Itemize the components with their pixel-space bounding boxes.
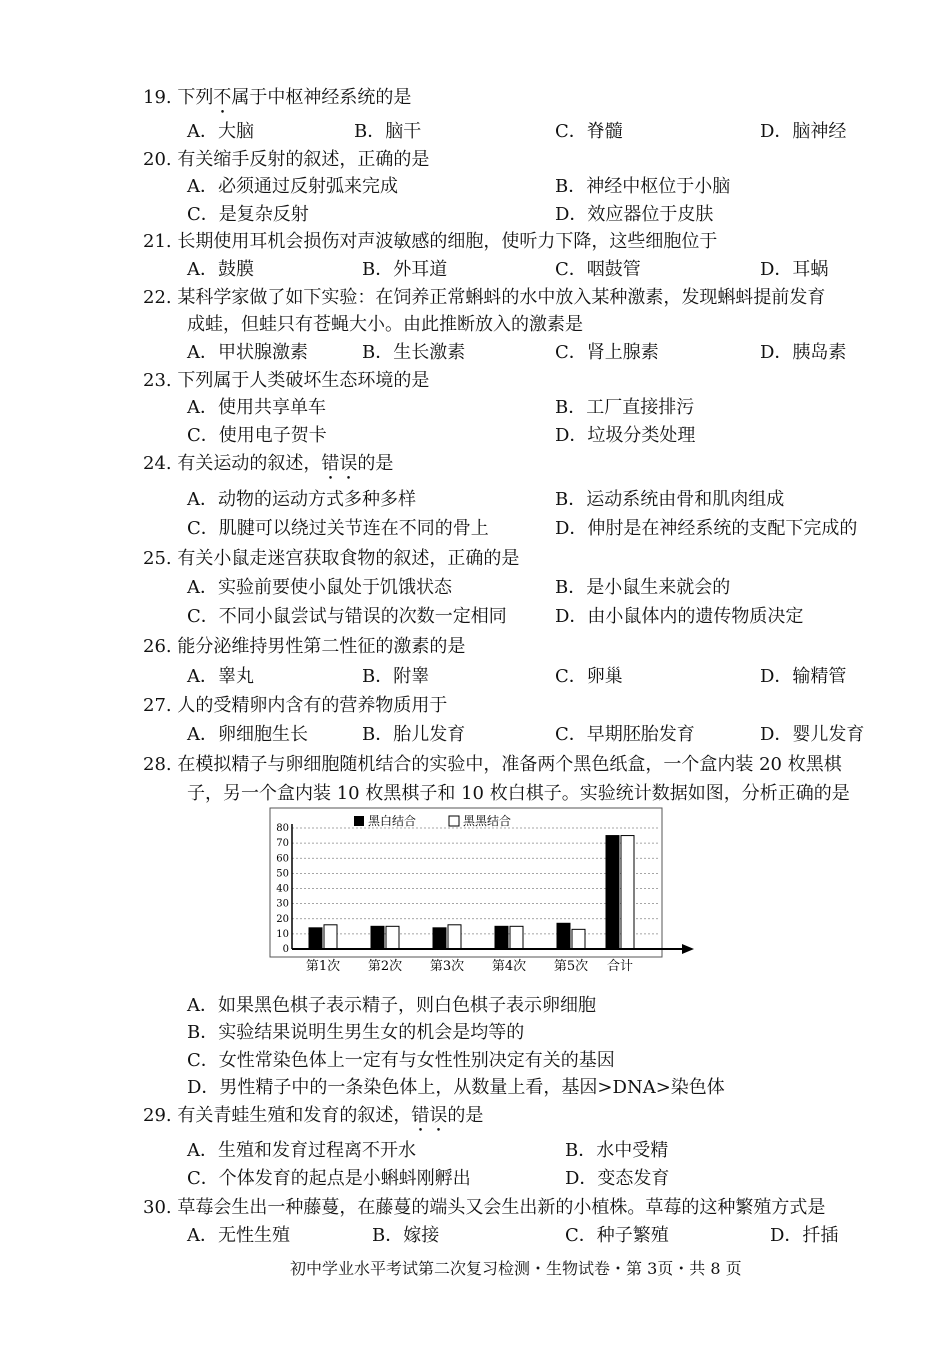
question-24-option-b: B．运动系统由骨和肌肉组成 xyxy=(555,489,785,510)
question-25-option-a: A．实验前要使小鼠处于饥饿状态 xyxy=(187,577,452,598)
question-30-option-d: D．扦插 xyxy=(770,1225,839,1246)
question-23-option-a: A．使用共享单车 xyxy=(187,397,326,418)
question-22-stem: 22. 某科学家做了如下实验：在饲养正常蝌蚪的水中放入某种激素，发现蝌蚪提前发育 xyxy=(143,287,826,308)
question-26-option-d: D．输精管 xyxy=(760,666,847,687)
question-24-option-a: A．动物的运动方式多种多样 xyxy=(187,489,416,510)
bar-black-white xyxy=(433,928,446,949)
question-27-stem: 27. 人的受精卵内含有的营养物质用于 xyxy=(143,695,448,716)
question-29-option-d: D．变态发育 xyxy=(565,1168,670,1189)
bar-black-white xyxy=(309,928,322,949)
bar-black-black xyxy=(510,926,523,949)
chart-legend xyxy=(354,813,511,828)
question-22-option-b: B．生长激素 xyxy=(362,342,466,363)
bar-chart xyxy=(268,806,708,978)
question-24-option-c: C．肌腱可以绕过关节连在不同的骨上 xyxy=(187,518,489,539)
question-30-option-a: A．无性生殖 xyxy=(187,1225,290,1246)
question-20-option-a: A．必须通过反射弧来完成 xyxy=(187,176,398,197)
x-tick-label: 第4次 xyxy=(491,959,527,974)
question-28-option-a: A．如果黑色棋子表示精子，则白色棋子表示卵细胞 xyxy=(187,995,596,1016)
x-tick-label: 第3次 xyxy=(429,959,465,974)
question-25-option-d: D．由小鼠体内的遗传物质决定 xyxy=(555,606,804,627)
question-20-option-c: C．是复杂反射 xyxy=(187,204,309,225)
question-29-option-a: A．生殖和发育过程离不开水 xyxy=(187,1140,416,1161)
y-tick-label: 10 xyxy=(276,928,289,940)
question-29-option-c: C．个体发育的起点是小蝌蚪刚孵出 xyxy=(187,1168,471,1189)
question-29-stem: 29. 有关青蛙生殖和发育的叙述，错误的是 xyxy=(143,1105,484,1126)
question-27-option-b: B．胎儿发育 xyxy=(362,724,466,745)
question-23-stem: 23. 下列属于人类破坏生态环境的是 xyxy=(143,370,430,391)
question-27-option-c: C．早期胚胎发育 xyxy=(555,724,695,745)
question-25-option-c: C．不同小鼠尝试与错误的次数一定相同 xyxy=(187,606,507,627)
bar-black-white xyxy=(557,923,570,949)
x-tick-label: 第2次 xyxy=(367,959,403,974)
x-axis-arrow xyxy=(682,944,694,954)
question-20-option-d: D．效应器位于皮肤 xyxy=(555,204,714,225)
question-19-option-d: D．脑神经 xyxy=(760,121,847,142)
y-tick-label: 50 xyxy=(276,868,289,880)
question-27-option-a: A．卵细胞生长 xyxy=(187,724,308,745)
question-26-stem: 26. 能分泌维持男性第二性征的激素的是 xyxy=(143,636,466,657)
question-26-option-b: B．附睾 xyxy=(362,666,430,687)
question-19-option-b: B．脑干 xyxy=(354,121,422,142)
question-26-option-c: C．卵巢 xyxy=(555,666,623,687)
bar-black-black xyxy=(448,925,461,949)
question-28-option-c: C．女性常染色体上一定有与女性性别决定有关的基因 xyxy=(187,1050,615,1071)
question-28-option-b: B．实验结果说明生男生女的机会是均等的 xyxy=(187,1022,525,1043)
chart-bars xyxy=(309,836,634,949)
question-24-stem: 24. 有关运动的叙述，错误的是 xyxy=(143,453,394,474)
bar-black-white xyxy=(371,926,384,949)
legend-swatch-black-white xyxy=(354,816,364,826)
question-30-option-b: B．嫁接 xyxy=(372,1225,440,1246)
question-21-option-a: A．鼓膜 xyxy=(187,259,254,280)
question-22-stem-continued: 成蛙，但蛙只有苍蝇大小。由此推断放入的激素是 xyxy=(187,314,583,335)
y-tick-label: 70 xyxy=(276,838,289,850)
question-20-option-b: B．神经中枢位于小脑 xyxy=(555,176,731,197)
question-23-option-c: C．使用电子贺卡 xyxy=(187,425,327,446)
question-24-option-d: D．伸肘是在神经系统的支配下完成的 xyxy=(555,518,858,539)
legend-label-black-white: 黑白结合 xyxy=(368,814,417,828)
question-25-stem: 25. 有关小鼠走迷宫获取食物的叙述，正确的是 xyxy=(143,548,520,569)
question-21-stem: 21. 长期使用耳机会损伤对声波敏感的细胞，使听力下降，这些细胞位于 xyxy=(143,231,718,252)
legend-swatch-black-black xyxy=(449,816,459,826)
bar-black-black xyxy=(386,926,399,949)
chart-y-ticks xyxy=(276,823,289,955)
question-22-option-a: A．甲状腺激素 xyxy=(187,342,308,363)
question-23-option-b: B．工厂直接排污 xyxy=(555,397,695,418)
y-tick-label: 60 xyxy=(276,853,289,865)
y-tick-label: 80 xyxy=(276,823,289,834)
y-tick-label: 40 xyxy=(276,883,289,895)
question-20-stem: 20. 有关缩手反射的叙述，正确的是 xyxy=(143,149,430,170)
question-21-option-d: D．耳蜗 xyxy=(760,259,829,280)
bar-black-black xyxy=(621,836,634,949)
question-29-option-b: B．水中受精 xyxy=(565,1140,669,1161)
question-28-option-d: D．男性精子中的一条染色体上，从数量上看，基因>DNA>染色体 xyxy=(187,1077,725,1098)
bar-black-black xyxy=(572,929,585,949)
y-tick-label: 20 xyxy=(276,913,289,925)
bar-black-black xyxy=(324,925,337,949)
question-21-option-c: C．咽鼓管 xyxy=(555,259,641,280)
question-22-option-d: D．胰岛素 xyxy=(760,342,847,363)
y-tick-label: 30 xyxy=(276,898,289,910)
question-28-stem-continued: 子，另一个盒内装 10 枚黑棋子和 10 枚白棋子。实验统计数据如图，分析正确的是 xyxy=(187,783,850,804)
x-tick-label: 第1次 xyxy=(305,959,341,974)
question-19-stem: 19. 下列不属于中枢神经系统的是 xyxy=(143,87,412,108)
x-tick-label: 第5次 xyxy=(553,959,589,974)
chart-x-ticks xyxy=(306,958,633,974)
question-21-option-b: B．外耳道 xyxy=(362,259,448,280)
x-tick-label: 合计 xyxy=(606,959,634,974)
bar-black-white xyxy=(495,926,508,949)
page-footer: 初中学业水平考试第二次复习检测・生物试卷・第 3页・共 8 页 xyxy=(290,1259,742,1278)
chart-grid xyxy=(292,828,660,934)
bar-black-white xyxy=(606,836,619,949)
question-30-stem: 30. 草莓会生出一种藤蔓，在藤蔓的端头又会生出新的小植株。草莓的这种繁殖方式是 xyxy=(143,1197,826,1218)
question-28-stem: 28. 在模拟精子与卵细胞随机结合的实验中，准备两个黑色纸盒，一个盒内装 20 枚黑棋 xyxy=(143,754,842,775)
question-19-option-a: A．大脑 xyxy=(187,121,254,142)
question-30-option-c: C．种子繁殖 xyxy=(565,1225,669,1246)
question-22-option-c: C．肾上腺素 xyxy=(555,342,659,363)
legend-label-black-black: 黑黑结合 xyxy=(463,814,512,828)
y-tick-label: 0 xyxy=(282,944,289,955)
question-27-option-d: D．婴儿发育 xyxy=(760,724,865,745)
question-19-option-c: C．脊髓 xyxy=(555,121,623,142)
question-26-option-a: A．睾丸 xyxy=(187,666,254,687)
question-25-option-b: B．是小鼠生来就会的 xyxy=(555,577,731,598)
question-23-option-d: D．垃圾分类处理 xyxy=(555,425,696,446)
